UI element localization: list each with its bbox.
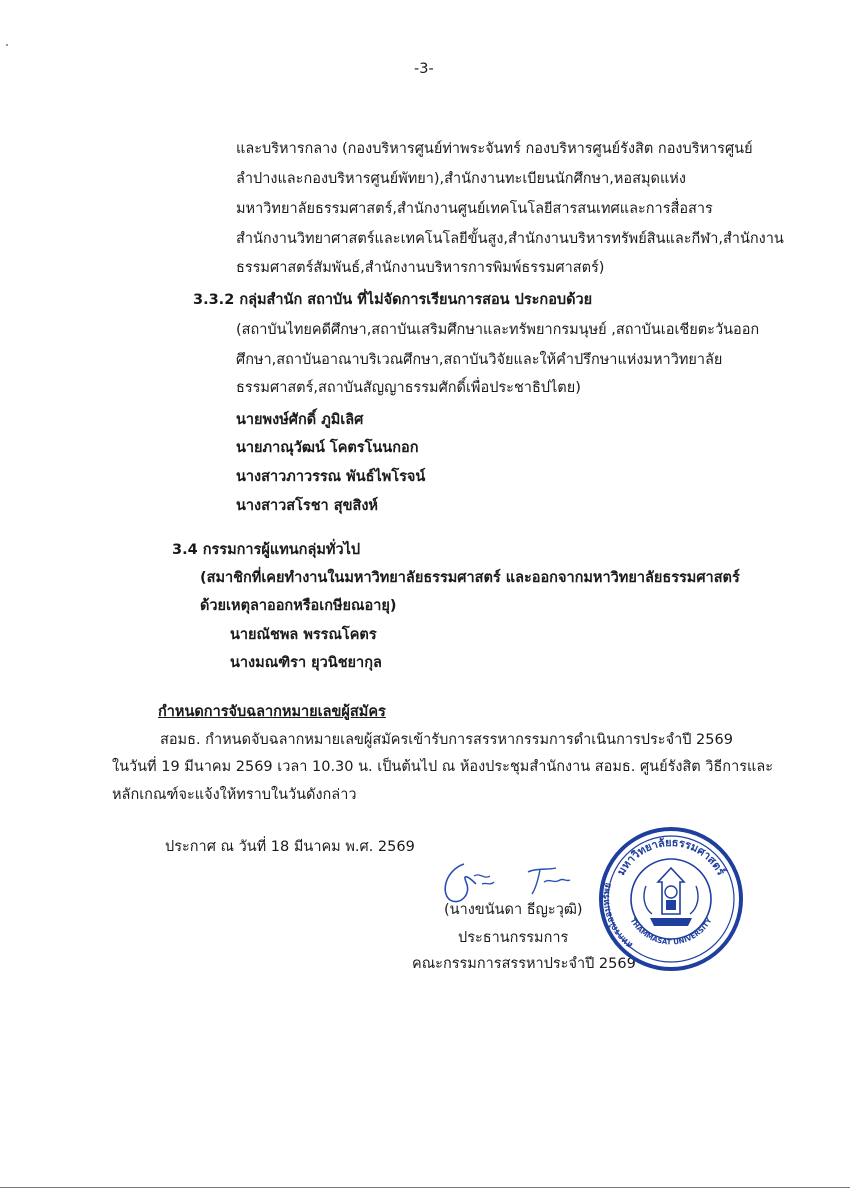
intro-line: และบริหารกลาง (กองบริหารศูนย์ท่าพระจันทร์ กองบริหารศูนย์รังสิต กองบริหารศูนย์ — [236, 141, 753, 157]
scan-speck — [6, 44, 8, 46]
page-number: -3- — [414, 61, 434, 77]
signatory-name: (นางขนันดา ธีญะวุฒิ) — [444, 902, 583, 918]
cooperative-seal — [598, 826, 744, 972]
section-332-heading: 3.3.2 กลุ่มสำนัก สถาบัน ที่ไม่จัดการเรียนการสอน ประกอบด้วย — [193, 292, 593, 308]
signatory-committee: คณะกรรมการสรรหาประจำปี 2569 — [412, 956, 636, 972]
lottery-heading: กำหนดการจับฉลากหมายเลขผู้สมัคร — [158, 704, 386, 720]
intro-line: ธรรมศาสตร์สัมพันธ์,สำนักงานบริหารการพิมพ์ธรรมศาสตร์) — [236, 260, 605, 276]
member-name: นางมณฑิรา ยุวนิชยากุล — [230, 655, 382, 671]
page-bottom-rule — [0, 1187, 850, 1188]
section-332-line: ธรรมศาสตร์,สถาบันสัญญาธรรมศักดิ์เพื่อประชาธิปไตย) — [236, 380, 581, 396]
member-name: นางสาวสโรชา สุขสิงห์ — [236, 498, 378, 514]
lottery-line: ในวันที่ 19 มีนาคม 2569 เวลา 10.30 น. เป็นต้นไป ณ ห้องประชุมสำนักงาน สอมธ. ศูนย์รังสิต วิธีการและ — [112, 759, 774, 775]
section-332-line: ศึกษา,สถาบันอาณาบริเวณศึกษา,สถาบันวิจัยและให้คำปรึกษาแห่งมหาวิทยาลัย — [236, 352, 723, 368]
signatory-position: ประธานกรรมการ — [458, 930, 569, 946]
intro-line: สำนักงานวิทยาศาสตร์และเทคโนโลยีขั้นสูง,สำนักงานบริหารทรัพย์สินและกีฬา,สำนักงาน — [236, 231, 784, 247]
section-34-subline: ด้วยเหตุลาออกหรือเกษียณอายุ) — [200, 598, 397, 614]
svg-text:มหาวิทยาลัยธรรมศาสตร์: มหาวิทยาลัยธรรมศาสตร์ — [614, 835, 728, 878]
svg-text:THAMMASAT UNIVERSITY: THAMMASAT UNIVERSITY — [628, 916, 714, 947]
intro-line: มหาวิทยาลัยธรรมศาสตร์,สำนักงานศูนย์เทคโนโลยีสารสนเทศและการสื่อสาร — [236, 201, 713, 217]
section-34-subline: (สมาชิกที่เคยทำงานในมหาวิทยาลัยธรรมศาสตร์ และออกจากมหาวิทยาลัยธรรมศาสตร์ — [200, 570, 740, 586]
section-34-heading: 3.4 กรรมการผู้แทนกลุ่มทั่วไป — [172, 542, 361, 558]
svg-text:สหกรณ์ออมทรัพย์: สหกรณ์ออมทรัพย์ — [601, 881, 636, 950]
intro-line: ลำปางและกองบริหารศูนย์พัทยา),สำนักงานทะเบียนนักศึกษา,หอสมุดแห่ง — [236, 171, 686, 187]
member-name: นายณัชพล พรรณโคตร — [230, 627, 377, 643]
lottery-line: หลักเกณฑ์จะแจ้งให้ทราบในวันดังกล่าว — [112, 787, 357, 803]
announcement-date: ประกาศ ณ วันที่ 18 มีนาคม พ.ศ. 2569 — [165, 839, 415, 855]
member-name: นายภาณุวัฒน์ โคตรโนนกอก — [236, 440, 419, 456]
member-name: นางสาวภาวรรณ พันธ์ไพโรจน์ — [236, 469, 426, 485]
section-332-line: (สถาบันไทยคดีศึกษา,สถาบันเสริมศึกษาและทรัพยากรมนุษย์ ,สถาบันเอเชียตะวันออก — [236, 322, 760, 338]
lottery-line: สอมธ. กำหนดจับฉลากหมายเลขผู้สมัครเข้ารับการสรรหากรรมการดำเนินการประจำปี 2569 — [160, 732, 733, 748]
member-name: นายพงษ์ศักดิ์ ภูมิเลิศ — [236, 412, 364, 428]
